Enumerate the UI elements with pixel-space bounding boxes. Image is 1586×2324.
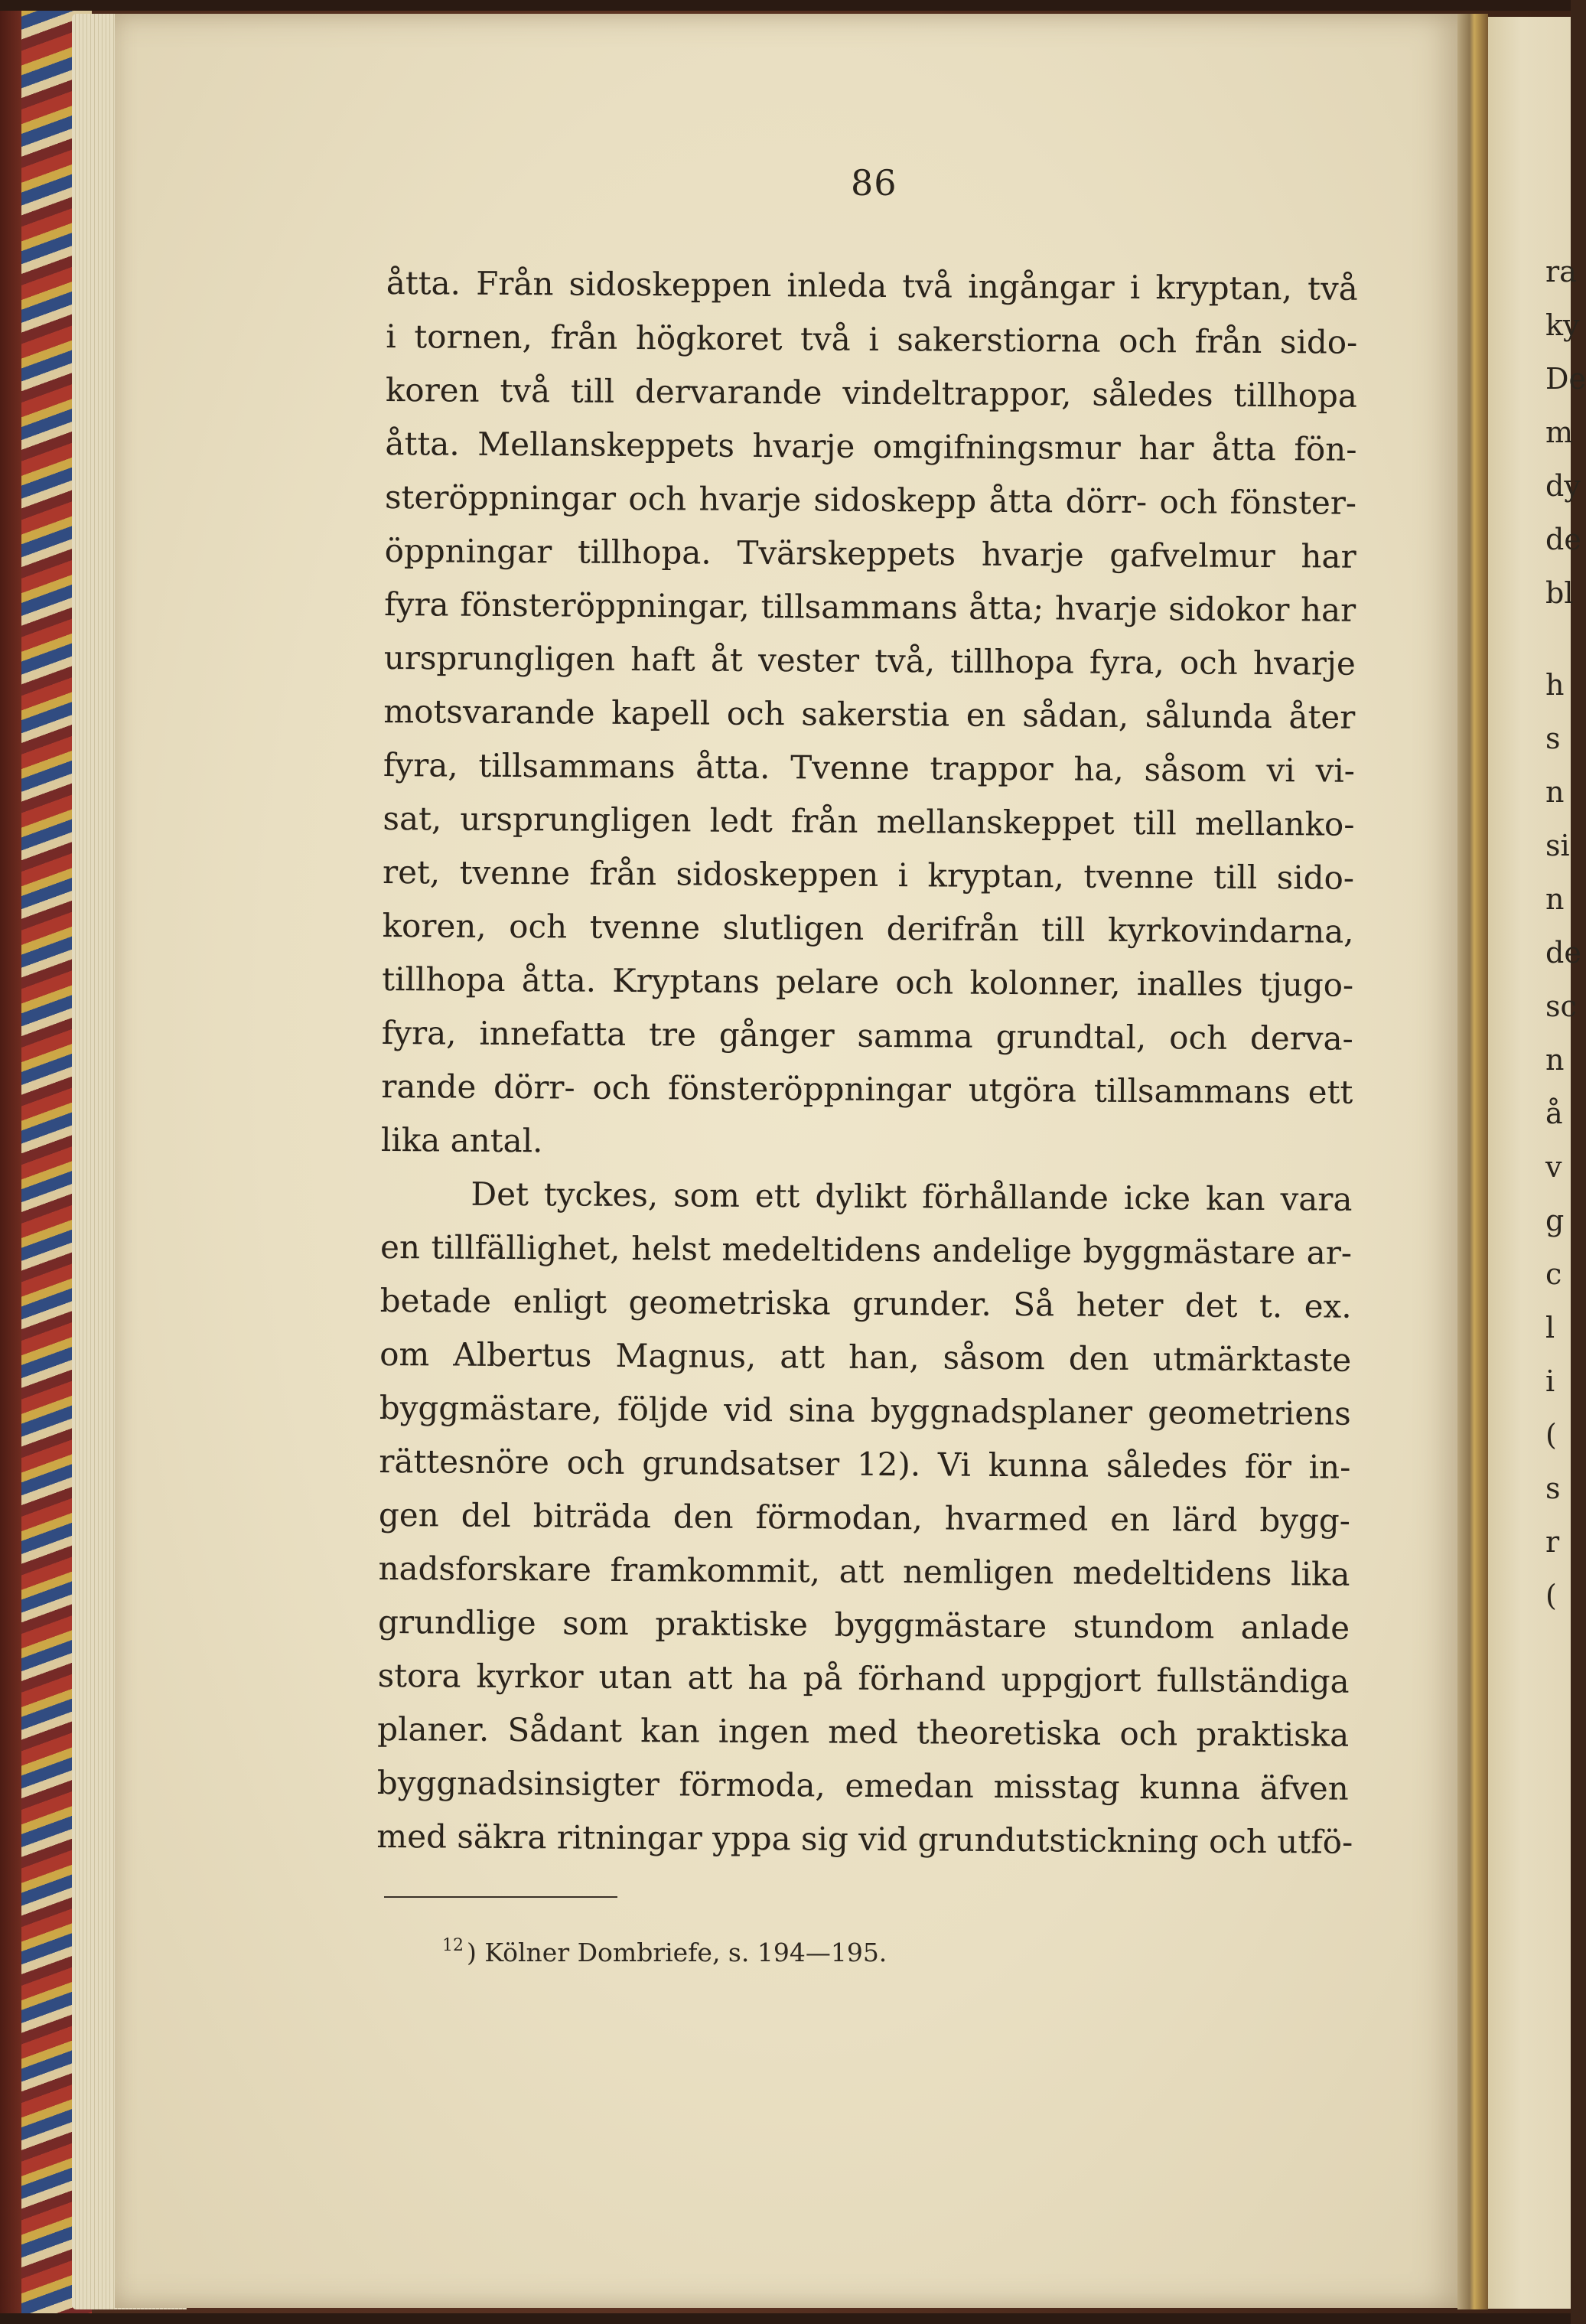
adjacent-fragment: De — [1545, 362, 1586, 396]
text-line: grundlige som praktiske byggmästare stundom anlade — [377, 1602, 1350, 1647]
adjacent-fragment: c — [1545, 1257, 1562, 1291]
adjacent-page-text — [1545, 245, 1586, 1622]
text-line: med säkra ritningar yppa sig vid grundutstickning och utfö- — [376, 1817, 1353, 1861]
text-line: en tillfällighet, helst medeltidens andelige byggmästare ar- — [379, 1227, 1353, 1272]
text-line: ursprungligen haft åt vester två, tillhopa fyra, och hvarje — [383, 638, 1356, 683]
footnote-text: ) Kölner Dombriefe, s. 194—195. — [467, 1938, 887, 1967]
adjacent-fragment: ( — [1545, 1418, 1557, 1452]
footnote — [442, 1936, 887, 1967]
adjacent-fragment: r — [1545, 1525, 1560, 1559]
text-line: fyra, tillsammans åtta. Tvenne trappor ha, såsom vi vi- — [383, 745, 1356, 790]
text-line: planer. Sådant kan ingen med theoretiska och praktiska — [377, 1710, 1350, 1754]
adjacent-fragment: bl — [1545, 576, 1574, 610]
text-line: byggmästare, följde vid sina byggnadsplaner geometriens — [379, 1388, 1351, 1433]
page-number: 86 — [851, 162, 897, 204]
text-line: öppningar tillhopa. Tvärskeppets hvarje gafvelmur har — [384, 531, 1356, 575]
text-line: om Albertus Magnus, att han, såsom den utmärktaste — [379, 1335, 1352, 1379]
cover-edge — [0, 0, 21, 2324]
cover-bottom-edge — [0, 2313, 1571, 2324]
text-line: betade enligt geometriska grunder. Så heter det t. ex. — [379, 1281, 1352, 1325]
adjacent-fragment: de — [1545, 936, 1581, 970]
adjacent-fragment: n — [1545, 775, 1565, 809]
text-line: tillhopa åtta. Kryptans pelare och kolonner, inalles tjugo- — [382, 960, 1354, 1004]
text-line: fyra, innefatta tre gånger samma grundtal, och derva- — [381, 1013, 1353, 1058]
adjacent-fragment: v — [1545, 1150, 1562, 1184]
text-line: koren, och tvenne slutligen derifrån till kyrkovindarna, — [382, 906, 1354, 950]
text-line: nadsforskare framkommit, att nemligen medeltidens lika — [378, 1549, 1350, 1593]
text-line: steröppningar och hvarje sidoskepp åtta dörr- och fönster- — [384, 478, 1357, 522]
footnote-divider — [384, 1896, 617, 1898]
text-line: Det tyckes, som ett dylikt förhållande icke kan vara — [471, 1175, 1353, 1218]
adjacent-fragment: s — [1545, 1472, 1561, 1505]
adjacent-fragment: ky — [1545, 308, 1580, 342]
text-line: rande dörr- och fönsteröppningar utgöra tillsammans ett — [381, 1067, 1353, 1111]
adjacent-fragment: dy — [1545, 469, 1581, 503]
text-line: ret, tvenne från sidoskeppen i kryptan, tvenne till sido- — [382, 852, 1355, 897]
adjacent-fragment: m — [1545, 416, 1574, 449]
text-line: gen del biträda den förmodan, hvarmed en lärd bygg- — [378, 1495, 1351, 1540]
text-line: stora kyrkor utan att ha på förhand uppgjort fullständiga — [377, 1656, 1350, 1700]
text-line: åtta. Mellanskeppets hvarje omgifningsmur har åtta fön- — [385, 424, 1357, 468]
adjacent-fragment: ra — [1545, 255, 1577, 288]
adjacent-fragment: n — [1545, 882, 1565, 916]
footnote-mark: 12 — [442, 1936, 464, 1955]
text-line: motsvarande kapell och sakerstia en sådan, sålunda åter — [383, 692, 1356, 736]
text-line: i tornen, från högkoret två i sakerstiorna och från sido- — [386, 317, 1358, 361]
adjacent-fragment: g — [1545, 1204, 1565, 1237]
text-line: lika antal. — [380, 1120, 543, 1160]
adjacent-fragment: h — [1545, 668, 1565, 702]
text-line: åtta. Från sidoskeppen inleda två ingångar i kryptan, två — [386, 263, 1358, 308]
adjacent-fragment: n — [1545, 1043, 1565, 1077]
text-line: rättesnöre och grundsatser 12). Vi kunna således för in- — [379, 1442, 1351, 1486]
adjacent-fragment: de — [1545, 523, 1581, 556]
text-line: byggnadsinsigter förmoda, emedan misstag kunna äfven — [376, 1763, 1349, 1807]
text-line: fyra fönsteröppningar, tillsammans åtta; hvarje sidokor har — [384, 585, 1356, 629]
page-body-text — [376, 256, 1358, 1869]
adjacent-fragment: å — [1545, 1097, 1563, 1130]
book-gutter — [1457, 14, 1488, 2309]
cover-top-edge — [0, 0, 1571, 11]
adjacent-fragment: sc — [1545, 989, 1577, 1023]
adjacent-fragment: l — [1545, 1311, 1555, 1345]
adjacent-fragment: s — [1545, 722, 1561, 755]
adjacent-fragment: i — [1545, 1364, 1555, 1398]
text-line: sat, ursprungligen ledt från mellanskeppet till mellanko- — [383, 799, 1355, 843]
adjacent-fragment: ( — [1545, 1579, 1557, 1612]
adjacent-fragment: si — [1545, 829, 1570, 862]
text-line: koren två till dervarande vindeltrappor, således tillhopa — [385, 370, 1358, 415]
